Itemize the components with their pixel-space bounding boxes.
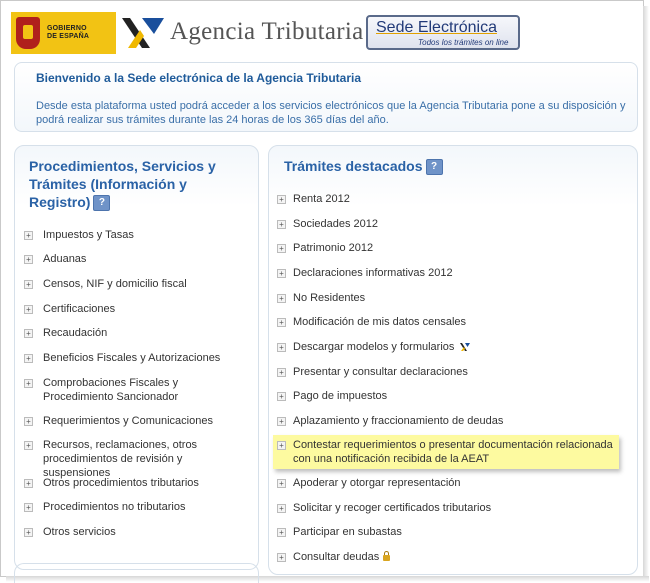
- plus-icon: +: [24, 417, 33, 426]
- plus-icon: +: [277, 269, 286, 278]
- frame-shadow: [643, 6, 649, 581]
- plus-icon: +: [277, 392, 286, 401]
- list-item[interactable]: [24, 277, 187, 291]
- list-item[interactable]: [24, 228, 134, 242]
- plus-icon: +: [277, 294, 286, 303]
- agency-name[interactable]: Agencia Tributaria: [170, 18, 364, 45]
- list-item-label: Aduanas: [43, 253, 87, 265]
- list-item[interactable]: [277, 192, 350, 206]
- plus-icon: +: [277, 244, 286, 253]
- plus-icon: +: [277, 195, 286, 204]
- help-icon[interactable]: ?: [426, 159, 443, 175]
- list-item-label: Requerimientos y Comunicaciones: [43, 415, 213, 427]
- plus-icon: +: [24, 441, 33, 450]
- list-item-label: Contestar requerimientos o presentar documentación relacionada con una notificación recibida de la AEAT: [293, 439, 613, 465]
- list-item-label: Censos, NIF y domicilio fiscal: [43, 278, 187, 290]
- list-item[interactable]: [277, 525, 402, 539]
- plus-icon: +: [24, 329, 33, 338]
- procedimientos-panel: [14, 145, 259, 570]
- plus-icon: +: [24, 503, 33, 512]
- list-item[interactable]: [24, 252, 86, 266]
- plus-icon: +: [24, 280, 33, 289]
- plus-icon: +: [277, 220, 286, 229]
- sede-subtitle: Todos los trámites on line: [418, 38, 509, 47]
- help-icon[interactable]: ?: [93, 195, 110, 211]
- list-item[interactable]: [277, 476, 461, 490]
- list-item-label: Descargar modelos y formularios: [277, 340, 470, 354]
- list-item[interactable]: [24, 302, 115, 316]
- list-item[interactable]: [277, 501, 491, 515]
- list-item[interactable]: [24, 376, 194, 404]
- list-item-label: Sociedades 2012: [293, 218, 379, 230]
- list-item-label: Declaraciones informativas 2012: [293, 267, 453, 279]
- next-panel-edge: [14, 563, 259, 583]
- list-item-label: Recaudación: [43, 327, 108, 339]
- list-item-label: Pago de impuestos: [293, 390, 388, 402]
- plus-icon: +: [24, 305, 33, 314]
- list-item-label: Otros servicios: [43, 526, 116, 538]
- list-item[interactable]: [277, 389, 387, 403]
- plus-icon: +: [24, 528, 33, 537]
- list-item[interactable]: [277, 241, 373, 255]
- list-item[interactable]: [24, 351, 220, 365]
- list-item[interactable]: [277, 315, 466, 329]
- plus-icon: +: [277, 441, 286, 450]
- list-item[interactable]: [277, 550, 390, 564]
- list-item[interactable]: [277, 414, 503, 428]
- list-item-label: Apoderar y otorgar representación: [293, 477, 461, 489]
- plus-icon: +: [277, 504, 286, 513]
- coat-of-arms-icon: [16, 17, 40, 49]
- list-item-label: Modificación de mis datos censales: [293, 316, 467, 328]
- list-item[interactable]: [277, 365, 468, 379]
- list-item-label: Aplazamiento y fraccionamiento de deudas: [293, 415, 504, 427]
- list-item-label: Renta 2012: [293, 193, 350, 205]
- plus-icon: +: [277, 368, 286, 377]
- list-item-label: Impuestos y Tasas: [43, 229, 134, 241]
- list-item[interactable]: [24, 476, 199, 490]
- list-item[interactable]: [24, 326, 107, 340]
- plus-icon: +: [277, 318, 286, 327]
- list-item-label: Procedimientos no tributarios: [43, 501, 186, 513]
- list-item-label: Consultar deudas: [277, 550, 390, 564]
- plus-icon: +: [277, 343, 286, 352]
- panel-title: Trámites destacados ?: [284, 157, 443, 175]
- aeat-logo-icon[interactable]: [120, 12, 166, 54]
- gobierno-espana-logo[interactable]: [11, 12, 116, 54]
- welcome-title: Bienvenido a la Sede electrónica de la Agencia Tributaria: [36, 71, 362, 85]
- plus-icon: +: [277, 553, 286, 562]
- list-item-label: Certificaciones: [43, 303, 116, 315]
- list-item-label: No Residentes: [293, 292, 366, 304]
- aeat-mini-icon: [460, 342, 470, 352]
- plus-icon: +: [277, 528, 286, 537]
- list-item[interactable]: [24, 438, 246, 480]
- list-item-label: Patrimonio 2012: [293, 242, 374, 254]
- plus-icon: +: [24, 479, 33, 488]
- list-item-label: Comprobaciones Fiscales y Procedimiento Sancionador: [43, 377, 179, 403]
- list-item[interactable]: [24, 500, 185, 514]
- list-item[interactable]: [24, 414, 213, 428]
- list-item[interactable]: [277, 340, 470, 354]
- plus-icon: +: [24, 354, 33, 363]
- plus-icon: +: [277, 417, 286, 426]
- welcome-description: Desde esta plataforma usted podrá acceder a los servicios electrónicos que la Agencia Tributaria pone a su disposición y podrá realizar sus trámites durante las 24 horas de los 365 días del año.: [36, 100, 626, 126]
- plus-icon: +: [24, 231, 33, 240]
- plus-icon: +: [24, 255, 33, 264]
- lock-icon: [383, 555, 390, 561]
- list-item-label: Presentar y consultar declaraciones: [293, 366, 468, 378]
- list-item-label: Otros procedimientos tributarios: [43, 477, 199, 489]
- list-item-label: Beneficios Fiscales y Autorizaciones: [43, 352, 221, 364]
- list-item-label: Participar en subastas: [293, 526, 402, 538]
- plus-icon: +: [24, 379, 33, 388]
- panel-title: Procedimientos, Servicios y Trámites (Información y Registro) ?: [29, 158, 216, 210]
- sede-title: Sede Electrónica: [376, 19, 497, 36]
- welcome-box: [14, 62, 638, 132]
- plus-icon: +: [277, 479, 286, 488]
- list-item-label: Recursos, reclamaciones, otros procedimientos de revisión y suspensiones: [43, 439, 198, 479]
- list-item[interactable]: [277, 217, 378, 231]
- list-item-label: Solicitar y recoger certificados tributarios: [293, 502, 492, 514]
- sede-electronica-logo[interactable]: [366, 15, 520, 50]
- list-item-highlighted[interactable]: [277, 438, 617, 466]
- list-item[interactable]: [277, 291, 365, 305]
- list-item[interactable]: [277, 266, 453, 280]
- list-item[interactable]: [24, 525, 116, 539]
- gov-logo-text: GOBIERNO DE ESPAÑA: [47, 25, 90, 40]
